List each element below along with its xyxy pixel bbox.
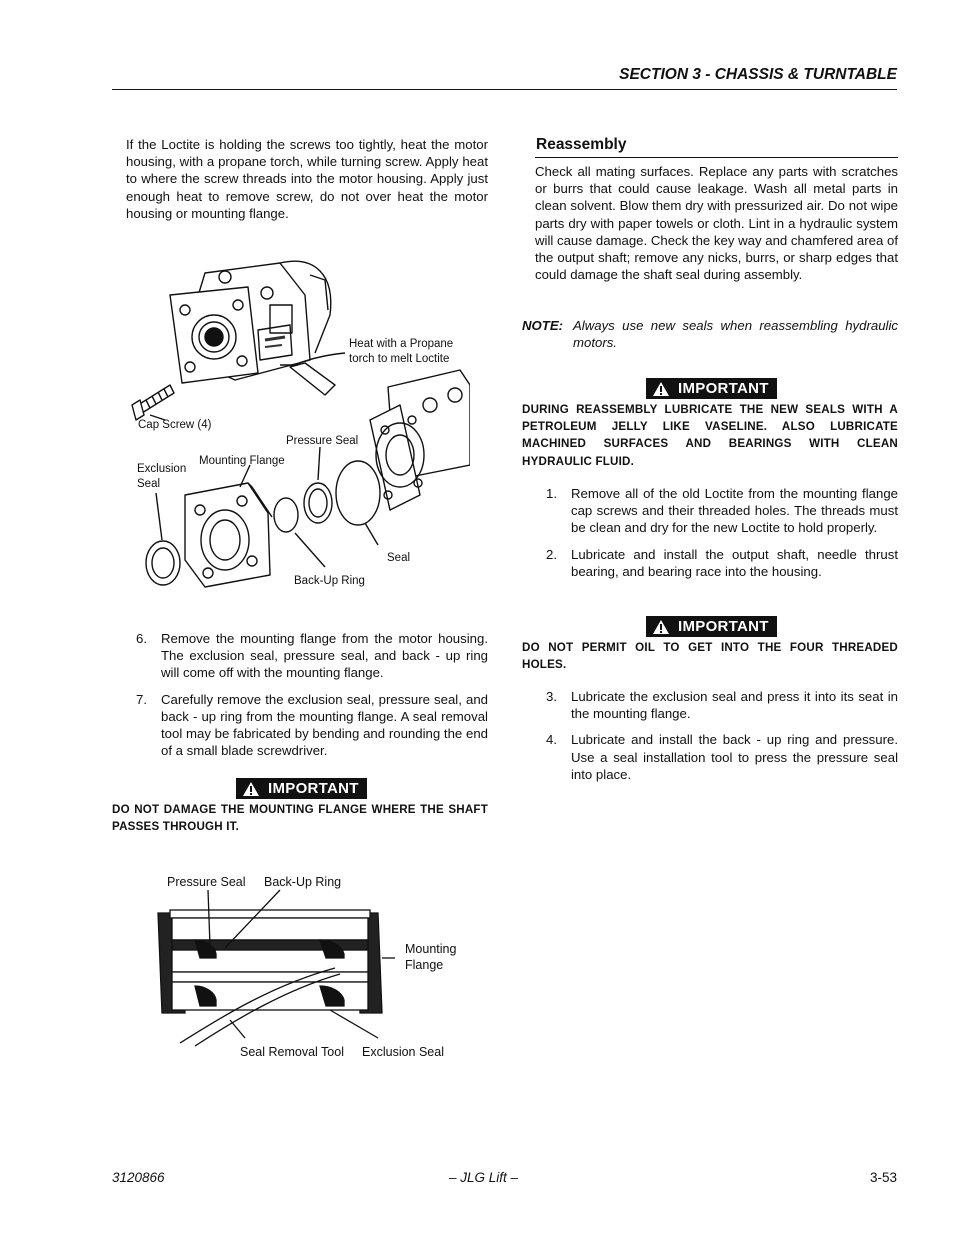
step-number: 3. bbox=[546, 689, 557, 704]
fig2-label-back-up-ring: Back-Up Ring bbox=[264, 875, 342, 889]
footer-publisher: – JLG Lift – bbox=[449, 1170, 519, 1185]
important-label: IMPORTANT bbox=[678, 380, 769, 397]
important-text: DURING REASSEMBLY LUBRICATE THE NEW SEALS WITH A PETROLEUM JELLY LIKE VASELINE. ALSO LUBRICATE MACHINED SURFACES AND BEARINGS WITH CLEAN HYDRAULIC FLUID. bbox=[522, 403, 898, 468]
step-text: Lubricate and install the output shaft, needle thrust bearing, and bearing race into the housing. bbox=[571, 546, 898, 579]
list-item bbox=[546, 731, 898, 783]
section-title: SECTION 3 - CHASSIS & TURNTABLE bbox=[619, 66, 897, 83]
list-item bbox=[546, 485, 898, 537]
fig1-label-exclusion-seal-line2: Seal bbox=[137, 478, 161, 490]
reassembly-heading: Reassembly bbox=[536, 136, 627, 153]
step-text: Lubricate the exclusion seal and press it into its seat in the mounting flange. bbox=[571, 689, 898, 722]
important-badge bbox=[646, 616, 777, 637]
fig2-label-mounting-line1: Mounting bbox=[405, 942, 457, 956]
footer-doc-number: 3120866 bbox=[112, 1170, 165, 1185]
footer-page-number: 3-53 bbox=[869, 1170, 897, 1185]
warning-triangle-icon bbox=[652, 381, 670, 397]
step-number: 6. bbox=[136, 631, 147, 646]
disassembly-steps bbox=[136, 630, 488, 759]
fig1-label-heat-line1: Heat with a Propane bbox=[349, 338, 454, 350]
important-text: DO NOT PERMIT OIL TO GET INTO THE FOUR THREADED HOLES. bbox=[522, 641, 898, 672]
important-label: IMPORTANT bbox=[678, 618, 769, 635]
step-number: 1. bbox=[546, 486, 557, 501]
step-number: 7. bbox=[136, 691, 147, 707]
note-label: NOTE: bbox=[522, 318, 564, 333]
warning-triangle-icon bbox=[652, 619, 670, 635]
fig2-label-exclusion-seal: Exclusion Seal bbox=[362, 1045, 444, 1059]
fig1-label-pressure-seal: Pressure Seal bbox=[286, 435, 359, 447]
step-number: 2. bbox=[546, 546, 557, 562]
list-item bbox=[546, 546, 898, 580]
reassembly-paragraph: Check all mating surfaces. Replace any parts with scratches or burrs that could cause leakage. Wash all metal parts in clean solvent. Blow them dry with pressurized air. Do not wipe parts dry with paper towels or cloth. Lint in a hydraulic system will cause damage. Check the key way and chamfered area of the output shaft; remove any nicks, burrs, or sharp edges that could damage the shaft seal during assembly. bbox=[535, 164, 898, 283]
note-text: Always use new seals when reassembling hydraulic motors. bbox=[573, 318, 898, 351]
fig1-label-mounting-flange: Mounting Flange bbox=[199, 455, 285, 467]
seal-removal-figure bbox=[150, 868, 470, 1068]
reassembly-steps-b bbox=[546, 688, 898, 783]
step-number: 4. bbox=[546, 732, 557, 748]
reassembly-steps-a bbox=[546, 485, 898, 580]
motor-flange-exploded-figure bbox=[130, 255, 470, 595]
fig2-label-mounting-line2: Flange bbox=[405, 958, 444, 972]
fig1-label-heat-line2: torch to melt Loctite bbox=[349, 353, 450, 365]
heading-divider bbox=[535, 157, 898, 158]
list-item bbox=[136, 630, 488, 682]
header-divider bbox=[112, 89, 897, 90]
fig1-label-seal: Seal bbox=[387, 552, 411, 564]
step-text: Remove the mounting flange from the motor housing. The exclusion seal, pressure seal, and back - up ring will come off with the mounting flange. bbox=[161, 631, 488, 681]
intro-paragraph: If the Loctite is holding the screws too tightly, heat the motor housing, with a propane torch, while turning screw. Apply heat to where the screw threads into the motor housing. Apply just enough heat to remove screw, do not over heat the motor housing or mounting flange. bbox=[126, 137, 488, 221]
step-text: Carefully remove the exclusion seal, pressure seal, and back - up ring from the mounting flange. A seal removal tool may be fabricated by bending and rounding the end of a small blade screwdriver. bbox=[161, 691, 488, 759]
fig1-label-cap-screw: Cap Screw (4) bbox=[138, 419, 212, 431]
important-badge bbox=[646, 378, 777, 399]
note bbox=[522, 317, 898, 351]
warning-triangle-icon bbox=[242, 781, 260, 797]
fig2-label-seal-removal-tool: Seal Removal Tool bbox=[240, 1045, 344, 1059]
list-item bbox=[546, 688, 898, 722]
step-text: Remove all of the old Loctite from the mounting flange cap screws and their threaded holes. The threads must be clean and dry for the new Loctite to hold properly. bbox=[571, 486, 898, 536]
important-label: IMPORTANT bbox=[268, 780, 359, 797]
important-text: DO NOT DAMAGE THE MOUNTING FLANGE WHERE THE SHAFT PASSES THROUGH IT. bbox=[112, 803, 488, 834]
list-item bbox=[136, 691, 488, 760]
fig1-label-exclusion-seal-line1: Exclusion bbox=[137, 463, 187, 475]
step-text: Lubricate and install the back - up ring and pressure. Use a seal installation tool to press the pressure seal into place. bbox=[571, 732, 898, 782]
important-badge bbox=[236, 778, 367, 799]
fig2-label-pressure-seal: Pressure Seal bbox=[167, 875, 246, 889]
fig1-label-back-up-ring: Back-Up Ring bbox=[294, 575, 365, 587]
